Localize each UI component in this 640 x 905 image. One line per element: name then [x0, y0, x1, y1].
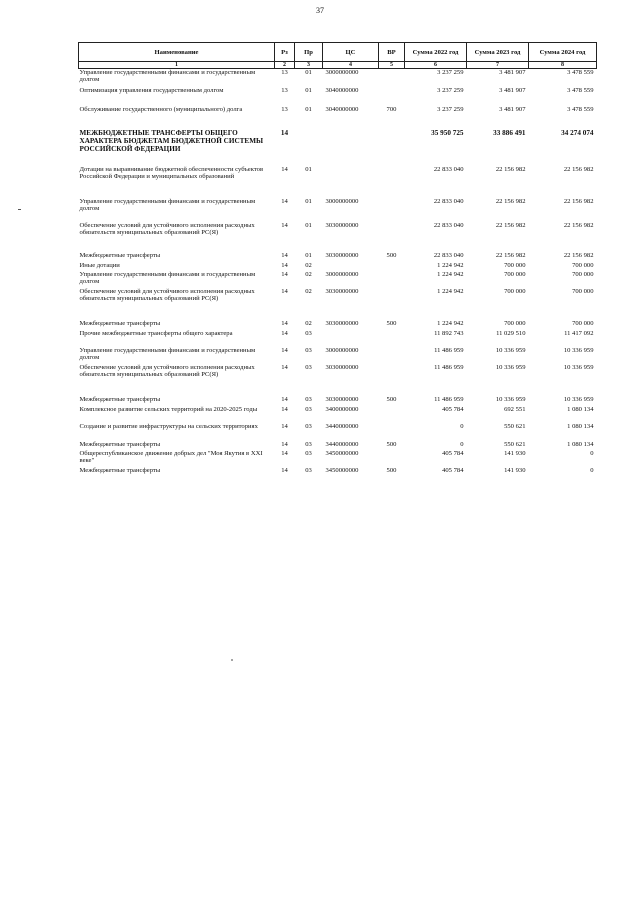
row-name: Межбюджетные трансферты — [79, 466, 161, 474]
row-sum-2023: 10 336 959 — [495, 346, 526, 354]
page-number: 37 — [316, 6, 324, 15]
row-vr — [379, 129, 405, 166]
table-row — [79, 441, 597, 450]
row-vr: 700 — [386, 105, 397, 113]
row-rz: 14 — [281, 449, 288, 457]
row-sum-2024: 0 — [590, 466, 594, 474]
row-sum-2023: 692 551 — [504, 405, 526, 413]
row-vr: 500 — [386, 440, 397, 448]
row-sum-2024: 11 417 092 — [564, 329, 594, 337]
table-row — [79, 288, 597, 320]
row-sum-2024: 0 — [590, 449, 594, 457]
row-sum-2023: 700 000 — [504, 319, 526, 327]
column-number: 8 — [529, 62, 597, 69]
row-pr: 01 — [305, 197, 312, 205]
row-cs: 3000000000 — [325, 197, 359, 205]
row-sum-2023: 33 886 491 — [493, 128, 526, 137]
row-rz: 14 — [281, 346, 288, 354]
row-pr: 03 — [305, 346, 312, 354]
row-sum-2024: 10 336 959 — [563, 363, 594, 371]
row-name: Межбюджетные трансферты — [79, 251, 161, 259]
row-sum-2022: 1 224 942 — [437, 287, 464, 295]
row-rz: 14 — [281, 197, 288, 205]
row-rz: 14 — [281, 261, 288, 269]
row-rz: 14 — [281, 165, 288, 173]
row-vr: 500 — [386, 395, 397, 403]
row-cs: 3440000000 — [325, 422, 359, 430]
table-row — [79, 129, 597, 166]
row-pr: 02 — [305, 287, 312, 295]
row-sum-2024: 1 080 134 — [567, 422, 594, 430]
row-rz: 14 — [281, 466, 288, 474]
row-rz: 14 — [281, 270, 288, 278]
row-sum-2024: 3 478 559 — [567, 69, 594, 76]
header-rz: Рз — [275, 43, 295, 62]
table-row — [79, 423, 597, 441]
row-name: Дотации на выравнивание бюджетной обеспеченности субъектов Российской Федерации и муниципальных образований — [79, 165, 264, 180]
row-rz: 13 — [281, 105, 288, 113]
table-row — [79, 222, 597, 252]
row-cs: 3030000000 — [325, 319, 359, 327]
row-pr: 01 — [305, 251, 312, 259]
row-name: Управление государственными финансами и государственным долгом — [79, 197, 256, 212]
table-row — [79, 87, 597, 106]
budget-table — [78, 42, 597, 477]
table-row — [79, 198, 597, 222]
row-vr — [379, 450, 405, 467]
row-cs — [323, 262, 379, 271]
row-pr: 02 — [305, 261, 312, 269]
row-sum-2023: 11 029 510 — [496, 329, 526, 337]
row-cs: 3030000000 — [325, 395, 359, 403]
row-sum-2022: 11 486 959 — [434, 395, 464, 403]
header-pr: Пр — [295, 43, 323, 62]
row-cs: 3030000000 — [325, 221, 359, 229]
row-pr: 01 — [305, 86, 312, 94]
row-rz: 14 — [281, 251, 288, 259]
row-vr — [379, 166, 405, 198]
row-sum-2022: 11 892 743 — [434, 329, 464, 337]
row-sum-2024: 700 000 — [572, 261, 594, 269]
row-vr — [379, 364, 405, 396]
column-number: 1 — [79, 62, 275, 69]
row-vr — [379, 406, 405, 423]
table-row — [79, 69, 597, 87]
row-name: Создание и развитие инфраструктуры на сельских территориях — [79, 422, 258, 430]
row-sum-2024: 22 156 982 — [563, 221, 594, 229]
row-cs — [323, 330, 379, 347]
row-name: Межбюджетные трансферты — [79, 319, 161, 327]
row-sum-2024: 1 080 134 — [567, 440, 594, 448]
margin-mark — [18, 209, 21, 210]
row-pr: 02 — [305, 270, 312, 278]
row-name: Иные дотации — [79, 261, 120, 269]
header-name: Наименование — [79, 43, 275, 62]
row-sum-2022: 405 784 — [442, 466, 464, 474]
row-name: МЕЖБЮДЖЕТНЫЕ ТРАНСФЕРТЫ ОБЩЕГО ХАРАКТЕРА БЮДЖЕТАМ БЮДЖЕТНОЙ СИСТЕМЫ РОССИЙСКОЙ ФЕДЕРАЦИИ — [79, 128, 264, 154]
row-sum-2023: 3 481 907 — [499, 86, 526, 94]
table-row — [79, 106, 597, 129]
row-cs: 3040000000 — [325, 86, 359, 94]
row-cs — [323, 129, 379, 166]
row-rz: 14 — [281, 221, 288, 229]
row-sum-2023: 3 481 907 — [499, 69, 526, 76]
header-vr: ВР — [379, 43, 405, 62]
row-cs: 3000000000 — [325, 270, 359, 278]
row-vr — [379, 222, 405, 252]
row-sum-2024: 22 156 982 — [563, 197, 594, 205]
column-number: 2 — [275, 62, 295, 69]
row-pr: 01 — [305, 69, 312, 76]
row-sum-2022: 0 — [460, 440, 464, 448]
row-name: Обеспечение условий для устойчивого исполнения расходных обязательств муниципальных образований РС(Я) — [79, 287, 255, 302]
row-sum-2022: 22 833 040 — [433, 251, 464, 259]
table-header-row — [79, 43, 597, 62]
row-cs: 3450000000 — [325, 449, 359, 457]
table-row — [79, 252, 597, 262]
row-sum-2023: 141 930 — [504, 466, 526, 474]
row-pr: 03 — [305, 395, 312, 403]
row-vr — [379, 347, 405, 364]
row-rz: 14 — [281, 422, 288, 430]
row-sum-2024: 10 336 959 — [563, 346, 594, 354]
row-sum-2023: 700 000 — [504, 261, 526, 269]
row-rz: 14 — [281, 440, 288, 448]
table-row — [79, 396, 597, 406]
row-sum-2023: 700 000 — [504, 270, 526, 278]
row-name: Прочие межбюджетные трансферты общего характера — [79, 329, 233, 337]
row-vr — [379, 423, 405, 441]
table-row — [79, 406, 597, 423]
row-rz: 13 — [281, 86, 288, 94]
row-cs: 3450000000 — [325, 466, 359, 474]
table-body — [79, 69, 597, 477]
row-sum-2024: 3 478 559 — [567, 105, 594, 113]
row-sum-2022: 3 237 259 — [437, 105, 464, 113]
row-sum-2022: 11 486 959 — [434, 363, 464, 371]
table-row — [79, 271, 597, 288]
row-sum-2023: 22 156 982 — [495, 165, 526, 173]
row-sum-2022: 3 237 259 — [437, 69, 464, 76]
row-pr: 03 — [305, 405, 312, 413]
row-cs: 3400000000 — [325, 405, 359, 413]
row-name: Межбюджетные трансферты — [79, 440, 161, 448]
row-rz: 14 — [280, 128, 289, 137]
row-pr: 03 — [305, 422, 312, 430]
row-cs: 3000000000 — [325, 346, 359, 354]
row-cs: 3040000000 — [325, 105, 359, 113]
row-rz: 14 — [281, 363, 288, 371]
scan-speck — [231, 659, 233, 661]
row-rz: 14 — [281, 287, 288, 295]
row-sum-2024: 1 080 134 — [567, 405, 594, 413]
row-sum-2022: 22 833 040 — [433, 165, 464, 173]
row-sum-2023: 141 930 — [504, 449, 526, 457]
table-row — [79, 262, 597, 271]
table-row — [79, 320, 597, 330]
row-name: Оптимизация управления государственным долгом — [79, 86, 224, 94]
row-sum-2023: 3 481 907 — [499, 105, 526, 113]
row-cs: 3030000000 — [325, 251, 359, 259]
header-cs: ЦС — [323, 43, 379, 62]
row-name: Комплексное развитие сельских территорий на 2020-2025 годы — [79, 405, 258, 413]
header-sum-2024: Сумма 2024 год — [529, 43, 597, 62]
row-sum-2024: 700 000 — [572, 319, 594, 327]
row-sum-2022: 1 224 942 — [437, 270, 464, 278]
row-pr — [295, 129, 323, 166]
row-sum-2022: 405 784 — [442, 449, 464, 457]
table-row — [79, 364, 597, 396]
row-pr: 03 — [305, 466, 312, 474]
row-sum-2022: 405 784 — [442, 405, 464, 413]
row-sum-2024: 700 000 — [572, 287, 594, 295]
row-name: Обеспечение условий для устойчивого исполнения расходных обязательств муниципальных образований РС(Я) — [79, 221, 255, 236]
row-sum-2023: 550 621 — [504, 422, 526, 430]
row-sum-2022: 35 950 725 — [431, 128, 464, 137]
row-sum-2022: 11 486 959 — [434, 346, 464, 354]
row-vr — [379, 262, 405, 271]
row-name: Обеспечение условий для устойчивого исполнения расходных обязательств муниципальных образований РС(Я) — [79, 363, 255, 378]
row-sum-2022: 0 — [460, 422, 464, 430]
row-sum-2023: 10 336 959 — [495, 395, 526, 403]
row-cs: 3030000000 — [325, 287, 359, 295]
row-pr: 01 — [305, 165, 312, 173]
row-vr — [379, 288, 405, 320]
row-vr — [379, 69, 405, 87]
row-rz: 14 — [281, 319, 288, 327]
row-vr: 500 — [386, 251, 397, 259]
row-pr: 03 — [305, 449, 312, 457]
row-sum-2024: 3 478 559 — [567, 86, 594, 94]
row-cs: 3440000000 — [325, 440, 359, 448]
row-pr: 02 — [305, 319, 312, 327]
row-vr: 500 — [386, 466, 397, 474]
row-sum-2024: 22 156 982 — [563, 165, 594, 173]
table-row — [79, 467, 597, 477]
row-pr: 03 — [305, 363, 312, 371]
row-name: Управление государственными финансами и государственным долгом — [79, 346, 256, 361]
row-sum-2022: 1 224 942 — [437, 261, 464, 269]
row-sum-2024: 34 274 074 — [561, 128, 594, 137]
row-name: Общереспубликанское движение добрых дел "Моя Якутия в XXI веке" — [79, 449, 263, 464]
table-row — [79, 450, 597, 467]
row-sum-2022: 1 224 942 — [437, 319, 464, 327]
table-row — [79, 166, 597, 198]
row-name: Управление государственными финансами и государственным долгом — [79, 69, 256, 84]
row-pr: 01 — [305, 221, 312, 229]
row-cs: 3030000000 — [325, 363, 359, 371]
row-sum-2024: 700 000 — [572, 270, 594, 278]
row-sum-2024: 10 336 959 — [563, 395, 594, 403]
table-row — [79, 347, 597, 364]
row-sum-2023: 22 156 982 — [495, 251, 526, 259]
row-vr: 500 — [386, 319, 397, 327]
row-vr — [379, 198, 405, 222]
row-cs: 3000000000 — [325, 69, 359, 76]
header-sum-2022: Сумма 2022 год — [405, 43, 467, 62]
row-rz: 14 — [281, 329, 288, 337]
row-pr: 03 — [305, 329, 312, 337]
column-number: 6 — [405, 62, 467, 69]
row-sum-2022: 3 237 259 — [437, 86, 464, 94]
table-row — [79, 330, 597, 347]
row-rz: 14 — [281, 395, 288, 403]
row-sum-2022: 22 833 040 — [433, 221, 464, 229]
row-name: Управление государственными финансами и государственным долгом — [79, 270, 256, 285]
row-sum-2022: 22 833 040 — [433, 197, 464, 205]
row-pr: 03 — [305, 440, 312, 448]
column-number-row — [79, 62, 597, 69]
row-sum-2023: 10 336 959 — [495, 363, 526, 371]
row-name: Обслуживание государственного (муниципального) долга — [79, 105, 243, 113]
row-sum-2023: 22 156 982 — [495, 197, 526, 205]
column-number: 5 — [379, 62, 405, 69]
row-pr: 01 — [305, 105, 312, 113]
row-rz: 14 — [281, 405, 288, 413]
row-cs — [323, 166, 379, 198]
row-sum-2024: 22 156 982 — [563, 251, 594, 259]
row-vr — [379, 87, 405, 106]
row-rz: 13 — [281, 69, 288, 76]
row-sum-2023: 22 156 982 — [495, 221, 526, 229]
row-sum-2023: 700 000 — [504, 287, 526, 295]
column-number: 3 — [295, 62, 323, 69]
row-vr — [379, 330, 405, 347]
header-sum-2023: Сумма 2023 год — [467, 43, 529, 62]
column-number: 4 — [323, 62, 379, 69]
row-vr — [379, 271, 405, 288]
row-sum-2023: 550 621 — [504, 440, 526, 448]
column-number: 7 — [467, 62, 529, 69]
row-name: Межбюджетные трансферты — [79, 395, 161, 403]
